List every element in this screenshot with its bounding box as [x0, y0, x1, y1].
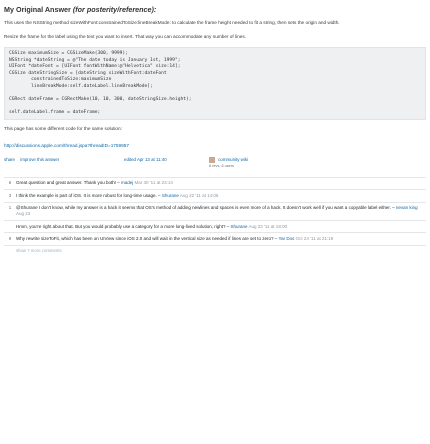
code-line: NSString *dateString = @"The date today is January 1st, 1999";: [9, 57, 181, 63]
comment-author[interactable]: Shurane: [230, 223, 248, 229]
comment: [4, 221, 426, 233]
comment-author[interactable]: Yar Dos: [278, 235, 295, 241]
revisions-info[interactable]: 6 revs, 6 users: [209, 163, 234, 168]
code-block: [4, 47, 426, 120]
comment-score: 3: [8, 192, 12, 198]
comment-score: [4, 224, 16, 230]
avatar: [209, 157, 215, 163]
comment-body: [16, 236, 426, 242]
answer-heading: [4, 5, 426, 14]
post-menu: [4, 157, 124, 162]
comment-score: 9: [8, 235, 12, 241]
comment-score: 6: [8, 180, 12, 186]
comment-text: I think the example is part of iOS. It is more robust for long-time usage. –: [16, 192, 162, 198]
edited-info[interactable]: [124, 157, 209, 162]
code-line: self.dateLabel.frame = dateFrame;: [9, 109, 101, 115]
code-line: constrainedToSize:maximumSize: [9, 77, 112, 83]
comment-date[interactable]: Aug 23: [16, 211, 31, 217]
comment-body: [16, 224, 426, 230]
improve-link[interactable]: improve this answer: [20, 156, 60, 162]
comment: [4, 203, 426, 222]
comment: [4, 178, 426, 190]
solution-note: This page has some different code for the same solution:: [4, 126, 122, 132]
post-meta: [4, 157, 426, 173]
code-line: CGSize dateStringSize = [dateString sizeWithFont:dateFont: [9, 70, 167, 76]
code-line: UIFont *dateFont = [UIFont fontWithName:@"Helvetica" size:14];: [9, 64, 181, 70]
heading-main: My Original Answer: [4, 5, 71, 14]
code-line: CGSize maximumSize = CGSizeMake(300, 9999);: [9, 51, 128, 57]
community-wiki: [209, 157, 299, 168]
comment-author[interactable]: Shurane: [161, 192, 179, 198]
comment-body: [16, 205, 426, 218]
comment-text: Great question and great answer. Thank you both! –: [16, 180, 121, 186]
show-more-comments[interactable]: show 7 more comments: [16, 247, 62, 253]
comment-author[interactable]: nevan king: [395, 205, 418, 211]
comment-text: Why rewrite sizeToFit, which has been on UIView since iOS 2.0 and will wait in the vertical size as needed if lines are set to zero? –: [16, 235, 279, 241]
comment-date[interactable]: Aug 23 '11 at 18:00: [248, 223, 288, 229]
comment-date[interactable]: Aug 22 '11 at 14:06: [179, 192, 219, 198]
code-line: CGRect dateFrame = CGRectMake(10, 10, 300, dateStringSize.height);: [9, 96, 192, 102]
intro-paragraph: This uses the NSString method sizeWithFont:constrainedToSize:lineBreakMode: to calculate the frame height needed to fit a string, then sets the origin and width.: [4, 20, 340, 25]
comment-body: [16, 193, 426, 199]
edited-link[interactable]: edited Apr 13 at 11:40: [124, 156, 167, 162]
resize-note: Resize the frame for the label using the text you want to insert. That way you can accommodate any number of lines.: [4, 33, 246, 39]
comment-text: @Shurane I don't know, while my answer is a hack it seems that OS's method of adding newlines and spaces is even more of a hack. It doesn't work well if you want a copyable label either. –: [16, 205, 396, 211]
comment-date[interactable]: Oct 24 '11 at 21:19: [295, 235, 334, 241]
code-line: lineBreakMode:self.dateLabel.lineBreakMode];: [9, 83, 153, 89]
comment-date[interactable]: Mar 30 '11 at 23:14: [134, 180, 173, 186]
comments-list: [4, 177, 426, 246]
heading-note: (for posterity/reference):: [72, 5, 157, 14]
comment-author[interactable]: madej: [121, 180, 134, 186]
community-wiki-label[interactable]: community wiki: [218, 157, 248, 163]
reference-link[interactable]: http://discussions.apple.com/thread.jspa?threadID=1759957: [4, 143, 129, 149]
comment-text: Hmm, you're right about that. But you would probably use a category for a more long-lived solution, right? –: [16, 223, 231, 229]
comment: [4, 233, 426, 245]
comment: [4, 190, 426, 202]
reference-url[interactable]: [4, 137, 426, 150]
share-link[interactable]: share: [4, 156, 15, 162]
comment-body: [16, 180, 426, 186]
comment-score: 1: [8, 205, 12, 211]
